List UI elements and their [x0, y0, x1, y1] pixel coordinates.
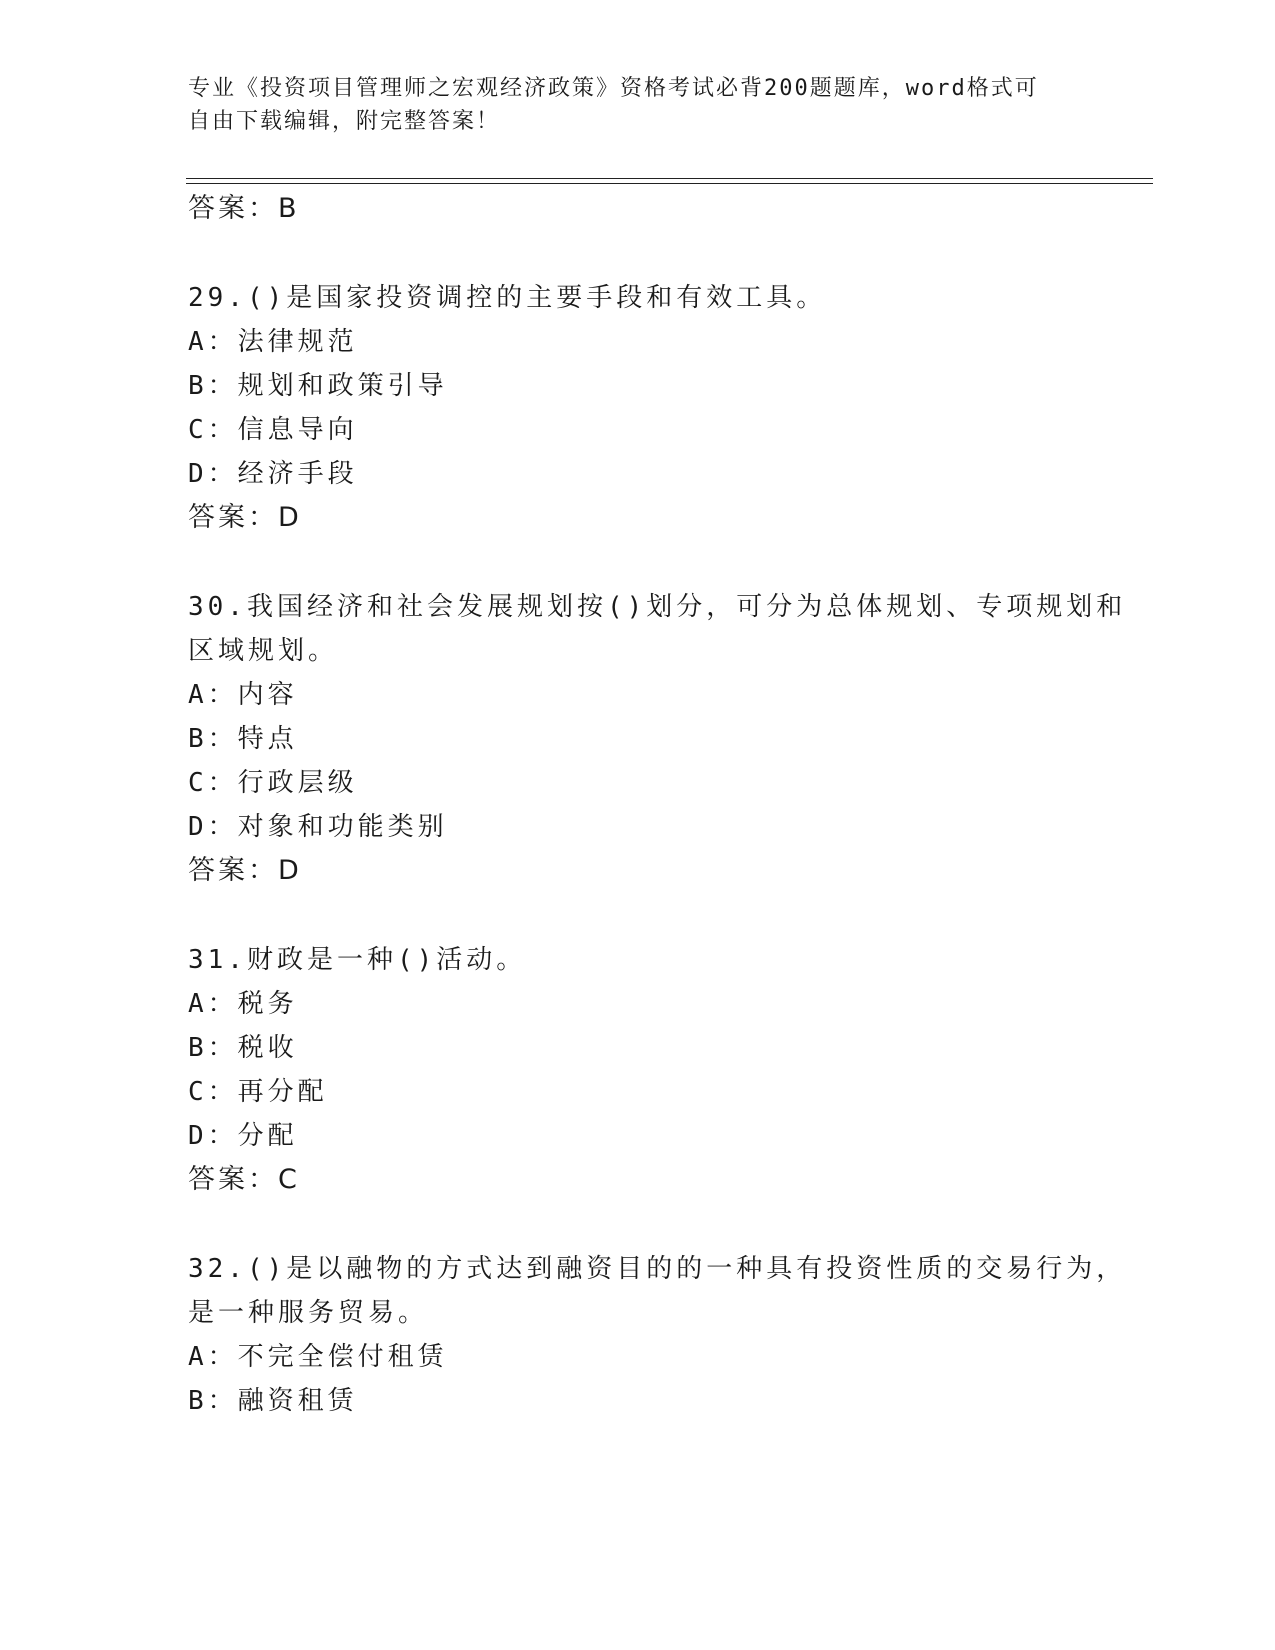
option-c: C：行政层级	[188, 768, 358, 798]
header-divider-bottom	[186, 183, 1153, 184]
option-d: D：分配	[188, 1121, 298, 1151]
question-stem: 29.()是国家投资调控的主要手段和有效工具。	[188, 283, 827, 313]
option-c: C：再分配	[188, 1077, 328, 1107]
option-a: A：内容	[188, 680, 298, 710]
option-a: A：税务	[188, 989, 298, 1019]
question-stem: 30.我国经济和社会发展规划按()划分，可分为总体规划、专项规划和	[188, 592, 1127, 622]
question-stem: 31.财政是一种()活动。	[188, 945, 527, 975]
option-b: B：融资租赁	[188, 1386, 358, 1416]
option-a: A：法律规范	[188, 327, 358, 357]
answer-label: 答案：B	[188, 193, 300, 224]
option-a: A：不完全偿付租赁	[188, 1342, 448, 1372]
question-stem: 32.()是以融物的方式达到融资目的的一种具有投资性质的交易行为，	[188, 1254, 1127, 1284]
option-d: D：对象和功能类别	[188, 812, 448, 842]
option-d: D：经济手段	[188, 459, 358, 489]
option-b: B：税收	[188, 1033, 298, 1063]
option-c: C：信息导向	[188, 415, 358, 445]
question-stem-continued: 是一种服务贸易。	[188, 1298, 429, 1328]
answer-label: 答案：D	[188, 855, 302, 886]
answer-label: 答案：C	[188, 1164, 300, 1195]
document-header	[188, 72, 1088, 138]
header-divider-top	[186, 178, 1153, 179]
header-line-2: 自由下载编辑，附完整答案！	[188, 109, 501, 134]
option-b: B：规划和政策引导	[188, 371, 448, 401]
header-line-1: 专业《投资项目管理师之宏观经济政策》资格考试必背200题题库，word格式可	[188, 76, 1039, 101]
question-stem-continued: 区域规划。	[188, 636, 339, 666]
option-b: B：特点	[188, 724, 298, 754]
answer-label: 答案：D	[188, 502, 302, 533]
